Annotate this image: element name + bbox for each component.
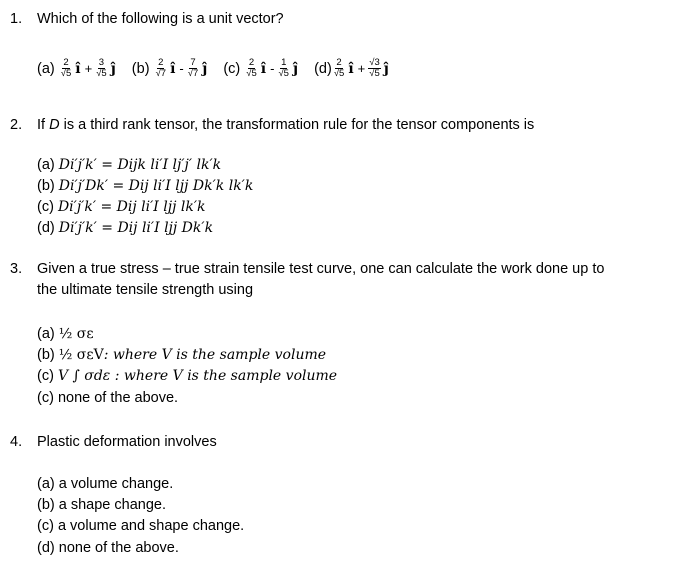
q4-option-b[interactable] [37,495,166,517]
fraction: $\frac{√3}{√5}$ [369,57,380,79]
option-label: (d) [37,540,55,556]
option-note: : where V is the sample volume [103,347,327,363]
question-text: Which of the following is a unit vector? [37,11,284,27]
option-text: none of the above. [58,540,179,556]
question-number: 3. [10,261,23,277]
q1-option-b[interactable] [132,58,210,79]
fraction: $\frac{3}{√5}$ [96,57,107,79]
question-4 [10,432,660,454]
operator: + [84,61,93,76]
option-expression: Di′j′k′ = Dij li′I ljj Dk′k [58,220,214,236]
q2-option-c[interactable] [37,197,206,219]
q4-option-a[interactable] [37,474,173,496]
q4-option-c[interactable] [37,516,244,538]
option-label: (a) [37,157,55,173]
option-label: (b) [37,497,55,513]
option-text: a volume change. [58,476,174,492]
operator: - [179,61,184,76]
unit-vector-i: î [75,60,81,77]
option-label: (d) [314,60,332,77]
option-label: (a) [37,326,55,342]
q3-option-b[interactable] [37,345,326,367]
unit-vector-i: î [260,60,267,77]
option-text: none of the above. [57,390,179,406]
option-label: (c) [37,518,54,534]
option-label: (a) [37,60,55,77]
question-text-line-1: Given a true stress – true strain tensile test curve, one can calculate the work done up to [37,261,605,277]
option-label: (b) [37,178,55,194]
question-number: 4. [10,434,23,450]
q3-option-c[interactable] [37,366,337,388]
question-number: 2. [10,117,23,133]
operator: - [270,61,275,76]
unit-vector-j: ĵ [383,60,389,77]
question-text-line-2: the ultimate tensile strength using [37,282,254,298]
option-expression: Di′j′Dk′ = Dij li′I ljj Dk′k lk′k [58,178,254,194]
option-label: (b) [131,60,150,77]
q2-option-b[interactable] [37,176,253,198]
question-text: If D is a third rank tensor, the transformation rule for the tensor components is [37,117,535,133]
question-text: Plastic deformation involves [37,434,217,450]
question-2 [10,115,660,137]
fraction: $\frac{7}{√7}$ [187,57,199,79]
option-expression: ½ σε [58,326,94,342]
option-label: (a) [37,476,55,492]
option-note: : where V is the sample volume [110,368,338,384]
fraction: $\frac{1}{√5}$ [278,57,289,79]
option-label: (b) [37,347,55,363]
unit-vector-i: î [170,60,176,77]
unit-vector-j: ĵ [292,60,299,77]
operator: + [357,61,366,76]
q1-options [37,58,401,90]
option-expression: Di′j′k′ = Dij li′I ljj lk′k [57,199,206,215]
option-expression: ½ σεV [58,347,104,363]
option-label: (c) [37,390,54,406]
q1-option-d[interactable] [314,58,391,79]
option-expression: V ∫ σdε [57,368,111,384]
question-number: 1. [10,11,23,27]
option-label: (c) [37,199,54,215]
q2-option-d[interactable] [37,218,213,240]
option-label: (c) [223,60,241,77]
q4-option-d[interactable] [37,538,179,560]
option-label: (c) [37,368,54,384]
option-text: a volume and shape change. [57,518,245,534]
fraction: $\frac{2}{√5}$ [246,57,257,79]
unit-vector-i: î [348,60,354,77]
question-3 [10,259,670,303]
q1-option-a[interactable] [37,58,118,79]
q3-option-d[interactable] [37,388,178,410]
option-text: a shape change. [58,497,166,513]
option-expression: Di′j′k′ = Dijk li′I lj′j′ lk′k [58,157,222,173]
unit-vector-j: ĵ [202,60,208,77]
q1-option-c[interactable] [223,58,300,79]
q3-option-a[interactable] [37,324,94,346]
q2-option-a[interactable] [37,155,221,177]
fraction: $\frac{2}{√7}$ [155,57,167,79]
fraction: $\frac{2}{√5}$ [60,57,72,79]
fraction: $\frac{2}{√5}$ [333,57,345,79]
option-label: (d) [37,220,55,236]
unit-vector-j: ĵ [110,60,116,77]
